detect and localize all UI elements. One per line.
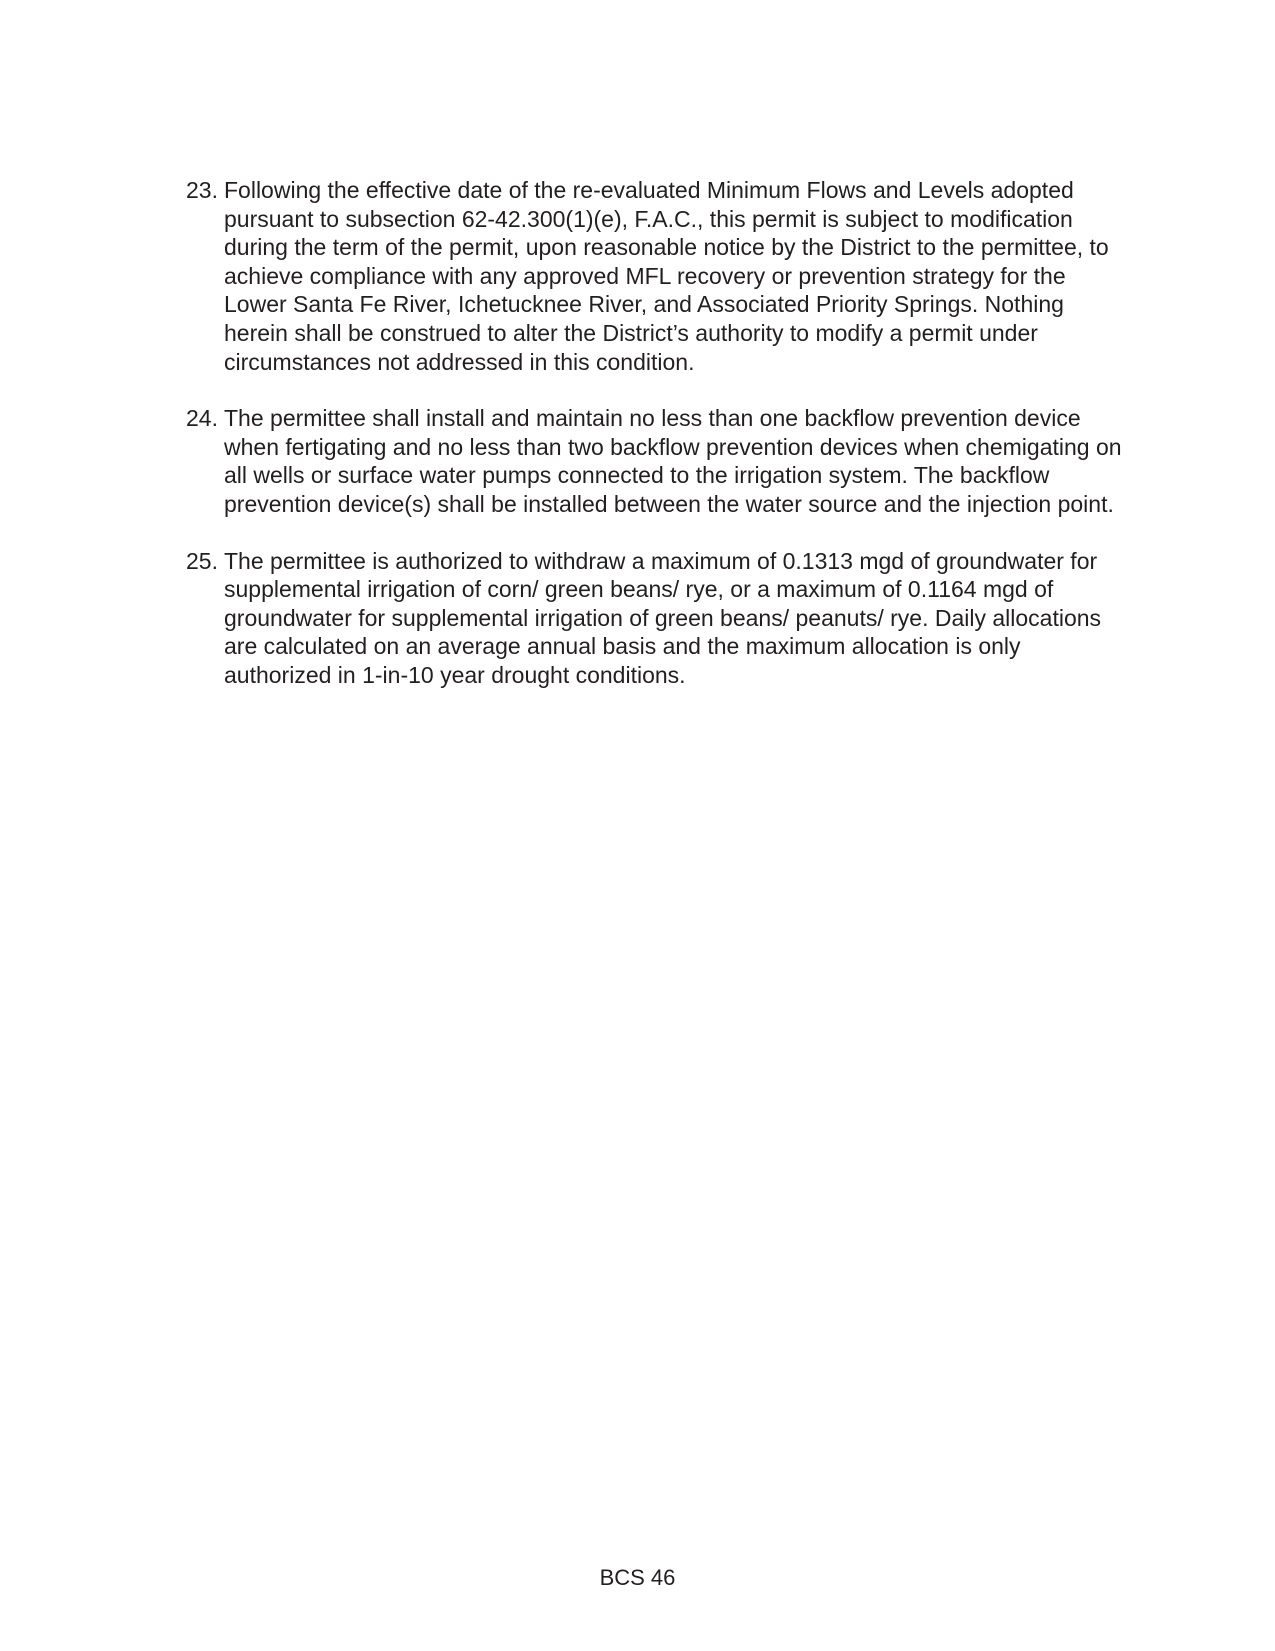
condition-number: 23. (186, 177, 218, 203)
condition-number: 24. (186, 405, 218, 432)
condition-item-24 (186, 404, 1126, 518)
condition-item-25 (186, 547, 1126, 690)
condition-number: 25. (186, 547, 218, 574)
condition-text: Following the effective date of the re-evaluated Minimum Flows and Levels adopted pursuant to subsection 62-42.300(1)(e), F.A.C., this permit is subject to modification during the term of the permit, upon reasonable notice by the District to the permittee, to achieve compliance with any approved MFL recovery or prevention strategy for the Lower Santa Fe River, Ichetucknee River, and Associated Priority Springs. Nothing herein shall be construed to alter the District’s authority to modify a permit under circumstances not addressed in this condition. (224, 177, 1109, 375)
permit-conditions-list (186, 176, 1126, 718)
condition-text: The permittee shall install and maintain no less than one backflow prevention device when fertigating and no less than two backflow prevention devices when chemigating on all wells or surface water pumps connected to the irrigation system. The backflow prevention device(s) shall be installed between the water source and the injection point. (224, 405, 1122, 517)
condition-item-23 (186, 176, 1126, 376)
page-number: BCS 46 (599, 1565, 676, 1590)
condition-text: The permittee is authorized to withdraw a maximum of 0.1313 mgd of groundwater for supplemental irrigation of corn/ green beans/ rye, or a maximum of 0.1164 mgd of groundwater for supplemental irrigation of green beans/ peanuts/ rye. Daily allocations are calculated on an average annual basis and the maximum allocation is only authorized in 1-in-10 year drought conditions. (224, 547, 1102, 688)
